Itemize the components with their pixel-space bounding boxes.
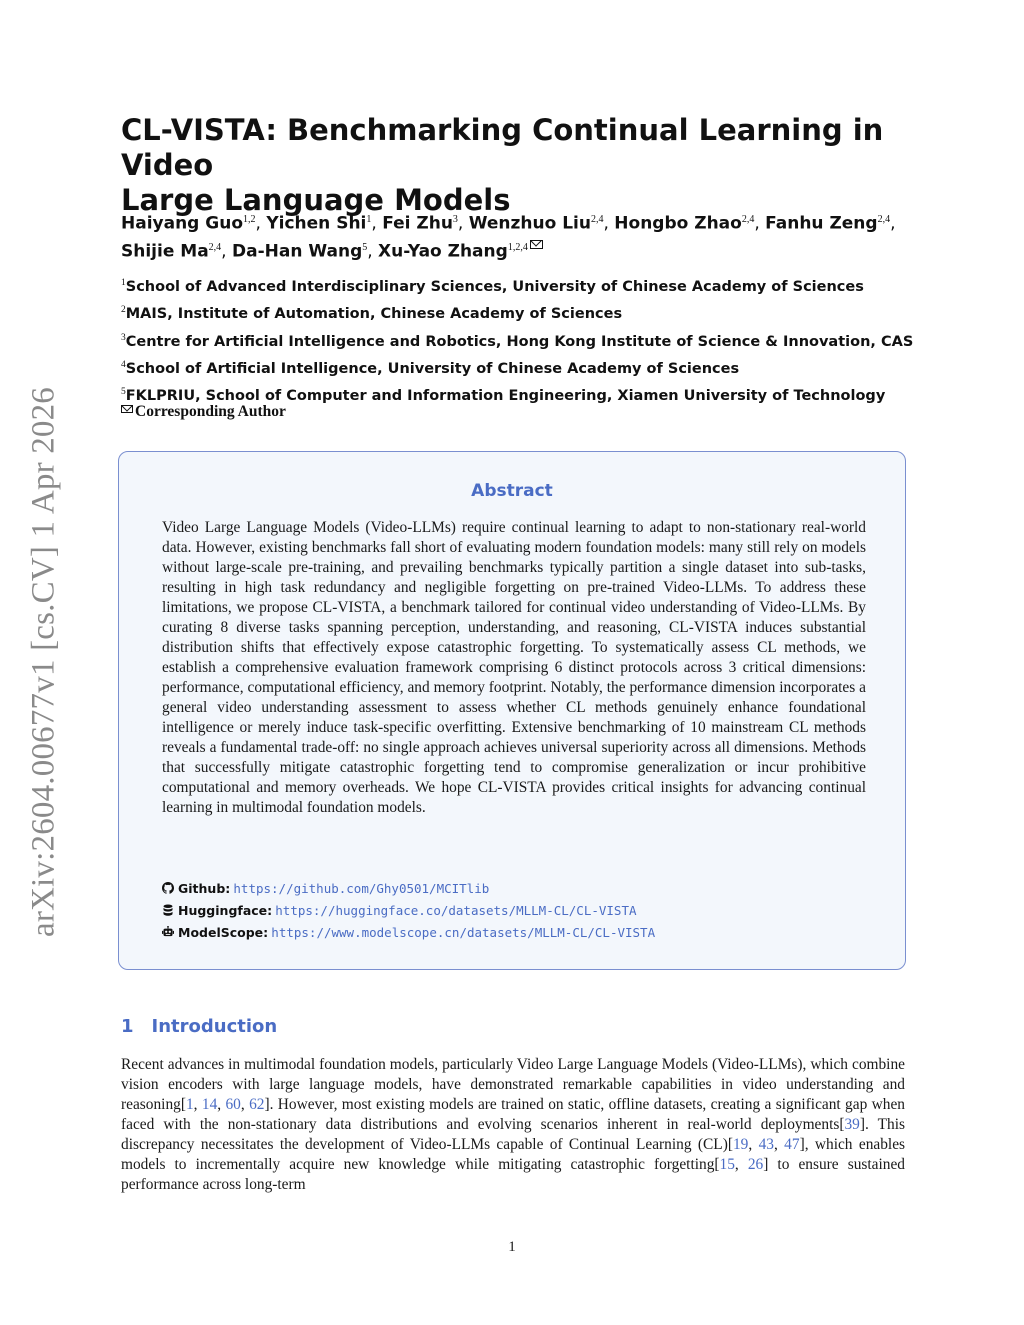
citation-link[interactable]: 14 (201, 1096, 218, 1113)
paragraph-text: , (240, 1096, 250, 1113)
author-name: Hongbo Zhao (614, 213, 742, 234)
huggingface-label: Huggingface: (178, 903, 273, 918)
page-number: 1 (508, 1239, 516, 1255)
section-number: 1 (121, 1016, 134, 1037)
paragraph-text: , (734, 1156, 748, 1173)
affiliation-list (121, 272, 921, 409)
author-name: Da-Han Wang (231, 241, 363, 262)
huggingface-link-row (162, 900, 655, 922)
section-title: Introduction (151, 1016, 278, 1037)
paper-title-line-1: CL-VISTA: Benchmarking Continual Learning in Video (121, 113, 884, 182)
database-icon (162, 904, 174, 916)
author-affiliation-marker: 5 (362, 241, 368, 253)
section-heading-introduction (121, 1016, 277, 1037)
author-affiliation-marker: 1,2 (243, 214, 256, 225)
affiliation-item (121, 272, 921, 299)
paper-title (121, 113, 921, 218)
mail-icon (121, 405, 133, 413)
modelscope-label: ModelScope: (178, 925, 269, 940)
arxiv-identifier-stamp: arXiv:2604.00677v1 [cs.CV] 1 Apr 2026 (25, 386, 62, 938)
paragraph-text: , (773, 1136, 785, 1153)
resource-links (162, 878, 655, 944)
author-name: Fanhu Zeng (765, 213, 878, 234)
affiliation-text: Centre for Artificial Intelligence and Robotics, Hong Kong Institute of Science & Innovation, CAS (125, 333, 914, 350)
github-link-row (162, 878, 655, 900)
affiliation-marker: 2 (121, 305, 126, 316)
corresponding-author-note (121, 403, 286, 421)
affiliation-text: School of Advanced Interdisciplinary Sciences, University of Chinese Academy of Sciences (125, 278, 864, 295)
author-list: Haiyang Guo$^{1,2}$, Yichen Shi$^1$, Fei Zhu$^3$, Wenzhuo Liu$^{2,4}$, Hongbo Zhao$^{2,4}$, Fanhu Zeng$^{2,4}$, Shijie Ma$^{2,4}$, Da-Han Wang$^5$, Xu-Yao Zhang$^{1,2,4}$ (121, 213, 896, 262)
citation-link[interactable]: 15 (719, 1156, 735, 1173)
author-affiliation-marker: 2,4 (208, 241, 222, 253)
affiliation-text: FKLPRIU, School of Computer and Information Engineering, Xiamen University of Technology (125, 388, 886, 405)
affiliation-text: School of Artificial Intelligence, University of Chinese Academy of Sciences (125, 360, 740, 377)
paragraph-text: ] to ensure sustained performance across long-term (121, 1156, 905, 1193)
affiliation-item (121, 327, 921, 354)
author-affiliation-marker: 1,2,4 (507, 241, 528, 253)
author-name: Xu-Yao Zhang (378, 241, 508, 262)
paper-title-line-2: Large Language Models (121, 183, 511, 217)
affiliation-marker: 1 (121, 278, 126, 288)
author-affiliation-marker: 2,4 (590, 214, 604, 225)
mail-icon (530, 240, 543, 249)
corresponding-author-label: Corresponding Author (135, 403, 286, 420)
affiliation-marker: 3 (121, 332, 126, 343)
github-label: Github: (178, 881, 231, 896)
huggingface-url-link[interactable]: https://huggingface.co/datasets/MLLM-CL/CL-VISTA (275, 903, 637, 918)
citation-link[interactable]: 26 (747, 1156, 764, 1173)
paragraph-text: , (748, 1136, 759, 1153)
github-url-link[interactable]: https://github.com/Ghy0501/MCITlib (233, 881, 490, 896)
affiliation-text: MAIS, Institute of Automation, Chinese Academy of Sciences (125, 306, 623, 323)
affiliation-marker: 4 (121, 359, 126, 370)
affiliation-item (121, 299, 921, 326)
author-affiliation-marker: 2,4 (741, 214, 755, 225)
citation-link[interactable]: 39 (844, 1116, 860, 1133)
author-name: Fei Zhu (382, 213, 453, 234)
modelscope-link-row (162, 922, 655, 944)
author-affiliation-marker: 3 (452, 214, 458, 225)
paragraph-text: Recent advances in multimodal foundation models, particularly Video Large Language Models (Video-LLMs), which combine vision encoders with large language models, have demonstrated remarkable capabilities in video understanding and reasoning[ (121, 1056, 905, 1113)
citation-link[interactable]: 43 (758, 1136, 774, 1153)
citation-link[interactable]: 60 (225, 1096, 241, 1113)
author-name: Wenzhuo Liu (468, 213, 591, 234)
citation-link[interactable]: 62 (249, 1096, 265, 1113)
paragraph-text: ]. This discrepancy necessitates the development of Video-LLMs capable of Continual Learning (CL)[ (121, 1116, 906, 1153)
citation-link[interactable]: 1 (185, 1096, 194, 1113)
author-name: Yichen Shi (266, 213, 367, 234)
abstract-heading: Abstract (471, 481, 553, 501)
affiliation-item (121, 354, 921, 381)
modelscope-url-link[interactable]: https://www.modelscope.cn/datasets/MLLM-CL/CL-VISTA (271, 925, 656, 940)
citation-link[interactable]: 47 (784, 1136, 800, 1153)
citation-link[interactable]: 19 (732, 1136, 749, 1153)
author-affiliation-marker: 1 (366, 214, 372, 225)
introduction-paragraph (121, 1055, 905, 1195)
robot-icon (162, 926, 174, 938)
author-name: Shijie Ma (121, 241, 209, 262)
paragraph-text: ]. However, most existing models are trained on static, offline datasets, creating a significant gap when faced with the non-stationary data distributions and evolving scenarios inherent in real-world deployments[ (121, 1096, 905, 1133)
paragraph-text: , (193, 1096, 202, 1113)
affiliation-marker: 5 (121, 387, 126, 398)
author-affiliation-marker: 2,4 (877, 214, 891, 225)
author-name: Haiyang Guo (121, 213, 244, 234)
paragraph-text: ], which enables models to incrementally acquire new knowledge while mitigating catastrophic forgetting[ (121, 1136, 906, 1173)
paragraph-text: , (217, 1096, 226, 1113)
abstract-text: Video Large Language Models (Video-LLMs) require continual learning to adapt to non-stationary real-world data. However, existing benchmarks fall short of evaluating modern foundation models: many still rely on models without large-scale pre-training, and prevailing benchmarks typically partition a single dataset into sub-tasks, resulting in high task redundancy and negligible forgetting on pre-trained Video-LLMs. To address these limitations, we propose CL-VISTA, a benchmark tailored for continual video understanding of Video-LLMs. By curating 8 diverse tasks spanning perception, understanding, and reasoning, CL-VISTA induces substantial distribution shifts that effectively expose catastrophic forgetting. To systematically assess CL methods, we establish a comprehensive evaluation framework comprising 6 distinct protocols across 3 critical dimensions: performance, computational efficiency, and memory footprint. Notably, the performance dimension incorporates a general video understanding assessment to assess whether CL methods genuinely enhance foundational intelligence or merely induce task-specific overfitting. Extensive benchmarking of 10 mainstream CL methods reveals a fundamental trade-off: no single approach achieves universal superiority across all dimensions. Methods that successfully mitigate catastrophic forgetting tend to compromise generalization or incur prohibitive computational and memory overheads. We hope CL-VISTA provides critical insights for advancing continual learning in multimodal foundation models. (162, 519, 866, 816)
github-icon (162, 882, 174, 894)
